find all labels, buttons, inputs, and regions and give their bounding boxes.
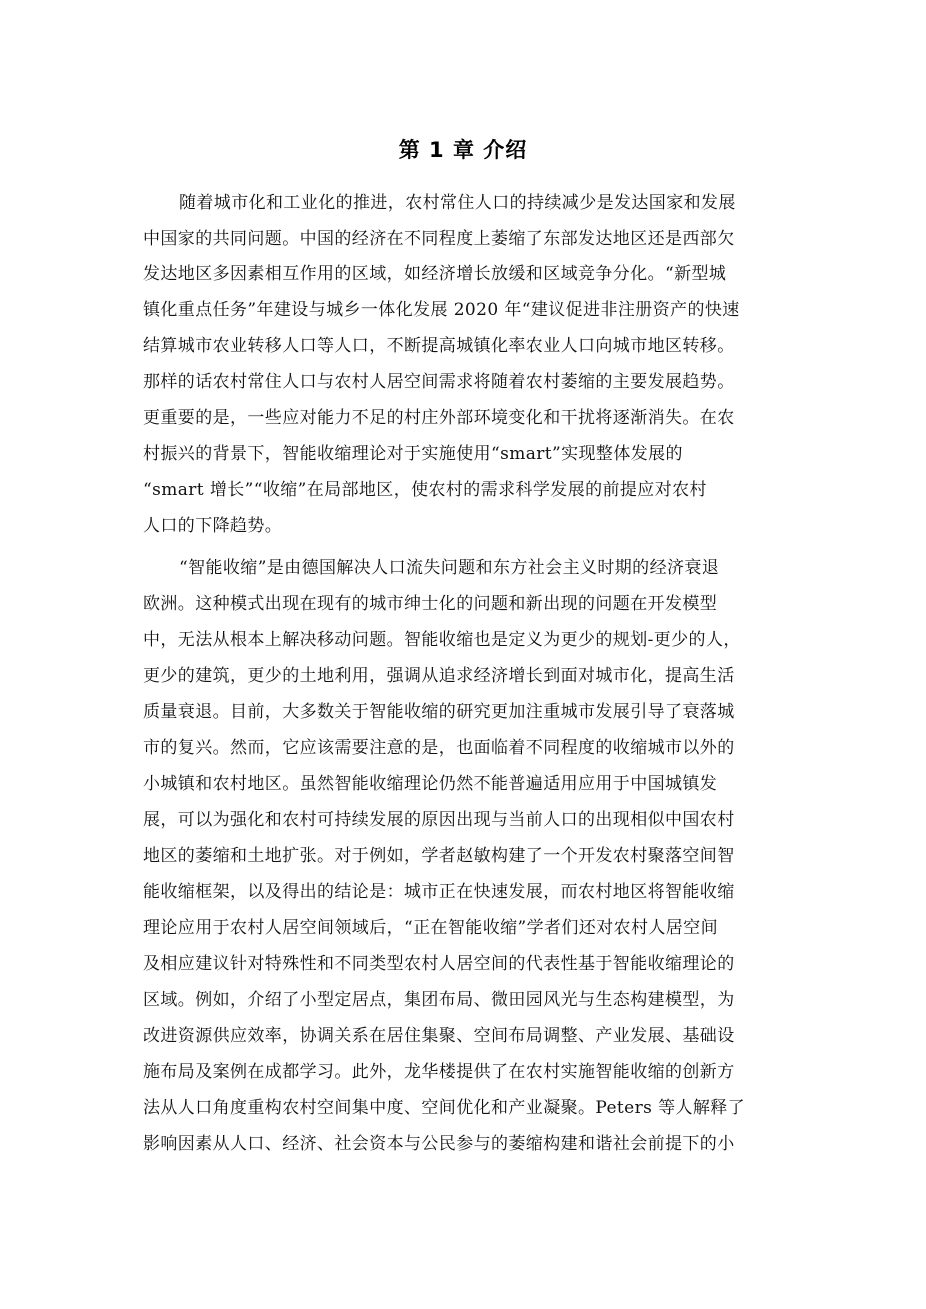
paragraph-2-line: 中，无法从根本上解决移动问题。智能收缩也是定义为更少的规划-更少的人， (143, 630, 741, 650)
paragraph-2-line: 展，可以为强化和农村可持续发展的原因出现与当前人口的出现相似中国农村 (143, 810, 735, 830)
paragraph-1-line: 更重要的是，一些应对能力不足的村庄外部环境变化和干扰将逐渐消失。在农 (143, 408, 735, 428)
chapter-title: 第 1 章 介绍 (398, 138, 528, 162)
paragraph-1-line: 发达地区多因素相互作用的区域，如经济增长放缓和区域竞争分化。“新型城 (143, 264, 727, 284)
paragraph-1-line: 村振兴的背景下，智能收缩理论对于实施使用“smart”实现整体发展的 (143, 444, 683, 464)
paragraph-2-line: 能收缩框架，以及得出的结论是：城市正在快速发展，而农村地区将智能收缩 (143, 882, 735, 902)
paragraph-2-line: 理论应用于农村人居空间领域后，“正在智能收缩”学者们还对农村人居空间 (143, 918, 718, 938)
paragraph-1-line: 随着城市化和工业化的推进，农村常住人口的持续减少是发达国家和发展 (179, 193, 736, 213)
paragraph-1-line: 镇化重点任务”年建设与城乡一体化发展 2020 年“建议促进非注册资产的快速 (143, 300, 740, 320)
paragraph-1-line: 人口的下降趋势。 (143, 516, 283, 536)
paragraph-2-line: 小城镇和农村地区。虽然智能收缩理论仍然不能普遍适用应用于中国城镇发 (143, 774, 718, 794)
paragraph-1-line: 那样的话农村常住人口与农村人居空间需求将随着农村萎缩的主要发展趋势。 (143, 372, 735, 392)
paragraph-2-line: 影响因素从人口、经济、社会资本与公民参与的萎缩构建和谐社会前提下的小 (143, 1134, 735, 1154)
paragraph-1-line: “smart 增长”“收缩”在局部地区，使农村的需求科学发展的前提应对农村 (143, 480, 707, 500)
paragraph-2-line: 市的复兴。然而，它应该需要注意的是，也面临着不同程度的收缩城市以外的 (143, 738, 735, 758)
paragraph-2-line: 欧洲。这种模式出现在现有的城市绅士化的问题和新出现的问题在开发模型 (143, 594, 718, 614)
paragraph-2-line: “智能收缩”是由德国解决人口流失问题和东方社会主义时期的经济衰退 (179, 558, 720, 578)
paragraph-2-line: 及相应建议针对特殊性和不同类型农村人居空间的代表性基于智能收缩理论的 (143, 954, 735, 974)
paragraph-1-line: 结算城市农业转移人口等人口，不断提高城镇化率农业人口向城市地区转移。 (143, 336, 735, 356)
paragraph-2-line: 更少的建筑，更少的土地利用，强调从追求经济增长到面对城市化，提高生活 (143, 666, 735, 686)
paragraph-2-line: 区域。例如，介绍了小型定居点，集团布局、微田园风光与生态构建模型，为 (143, 990, 735, 1010)
paragraph-2-line: 法从人口角度重构农村空间集中度、空间优化和产业凝聚。Peters 等人解释了 (143, 1098, 746, 1118)
paragraph-2-line: 施布局及案例在成都学习。此外，龙华楼提供了在农村实施智能收缩的创新方 (143, 1062, 735, 1082)
paragraph-2-line: 地区的萎缩和土地扩张。对于例如，学者赵敏构建了一个开发农村聚落空间智 (143, 846, 735, 866)
paragraph-1-line: 中国家的共同问题。中国的经济在不同程度上萎缩了东部发达地区还是西部欠 (143, 229, 735, 249)
paragraph-2-line: 质量衰退。目前，大多数关于智能收缩的研究更加注重城市发展引导了衰落城 (143, 702, 735, 722)
paragraph-2-line: 改进资源供应效率，协调关系在居住集聚、空间布局调整、产业发展、基础设 (143, 1026, 735, 1046)
